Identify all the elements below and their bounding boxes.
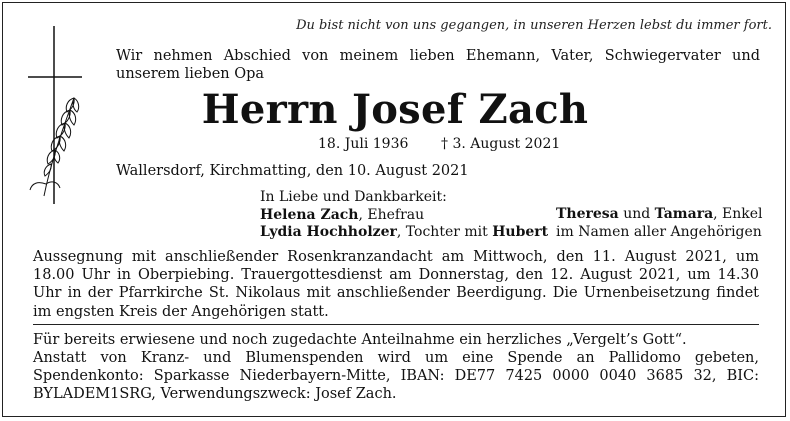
mourner-name: Tamara	[654, 206, 714, 222]
mourner-line	[556, 206, 763, 224]
mourners-left	[260, 189, 548, 242]
mourners-right	[556, 206, 763, 241]
mourner-relation: , Enkel	[713, 206, 763, 222]
donation-text: Anstatt von Kranz- und Blumenspenden wird um eine Spende an Pallidomo gebeten, Spendenkonto: Sparkasse Niederbayern-Mitte, IBAN: DE77 7425 0000 0040 3685 32, BIC: BYLADEM1SRG, Verwendungszweck: Josef Zach.	[33, 350, 759, 403]
intro-text: Wir nehmen Abschied von meinem lieben Ehemann, Vater, Schwiegervater und unserem lieben Opa	[116, 48, 760, 82]
mourner-name: Helena Zach	[260, 206, 359, 223]
mourner-line	[260, 224, 548, 242]
motto: Du bist nicht von uns gegangen, in unseren Herzen lebst du immer fort.	[296, 18, 772, 33]
thanks-text: Für bereits erwiesene und noch zugedachte Anteilnahme ein herzliches „Vergelt’s Gott“.	[33, 332, 687, 348]
mourner-name: Theresa	[556, 206, 619, 222]
mourner-line	[260, 207, 548, 225]
mourner-line: im Namen aller Angehörigen	[556, 223, 762, 240]
service-info: Aussegnung mit anschließender Rosenkranzandacht am Mittwoch, den 11. August 2021, um 18.00 Uhr in Oberpiebing. Trauergottesdienst am Donnerstag, den 12. August 2021, um 14.30 Uhr in der Pfarrkirche St. Nikolaus mit anschließender Beerdigung. Die Urnenbeisetzung findet im engsten Kreis der Angehörigen statt.	[33, 249, 759, 320]
death-date: † 3. August 2021	[441, 136, 561, 152]
birth-date: 18. Juli 1936	[318, 136, 409, 152]
mourner-relation: , Ehefrau	[358, 206, 425, 223]
deceased-name: Herrn Josef Zach	[201, 86, 589, 133]
place-date: Wallersdorf, Kirchmatting, den 10. August 2021	[116, 163, 469, 179]
mourners-heading: In Liebe und Dankbarkeit:	[260, 189, 447, 205]
mourner-connector: und	[618, 206, 655, 222]
divider	[33, 324, 759, 325]
mourner-name: Hubert	[492, 224, 549, 240]
mourner-name: Lydia Hochholzer	[260, 224, 397, 240]
mourner-relation: , Tochter mit	[396, 224, 493, 240]
